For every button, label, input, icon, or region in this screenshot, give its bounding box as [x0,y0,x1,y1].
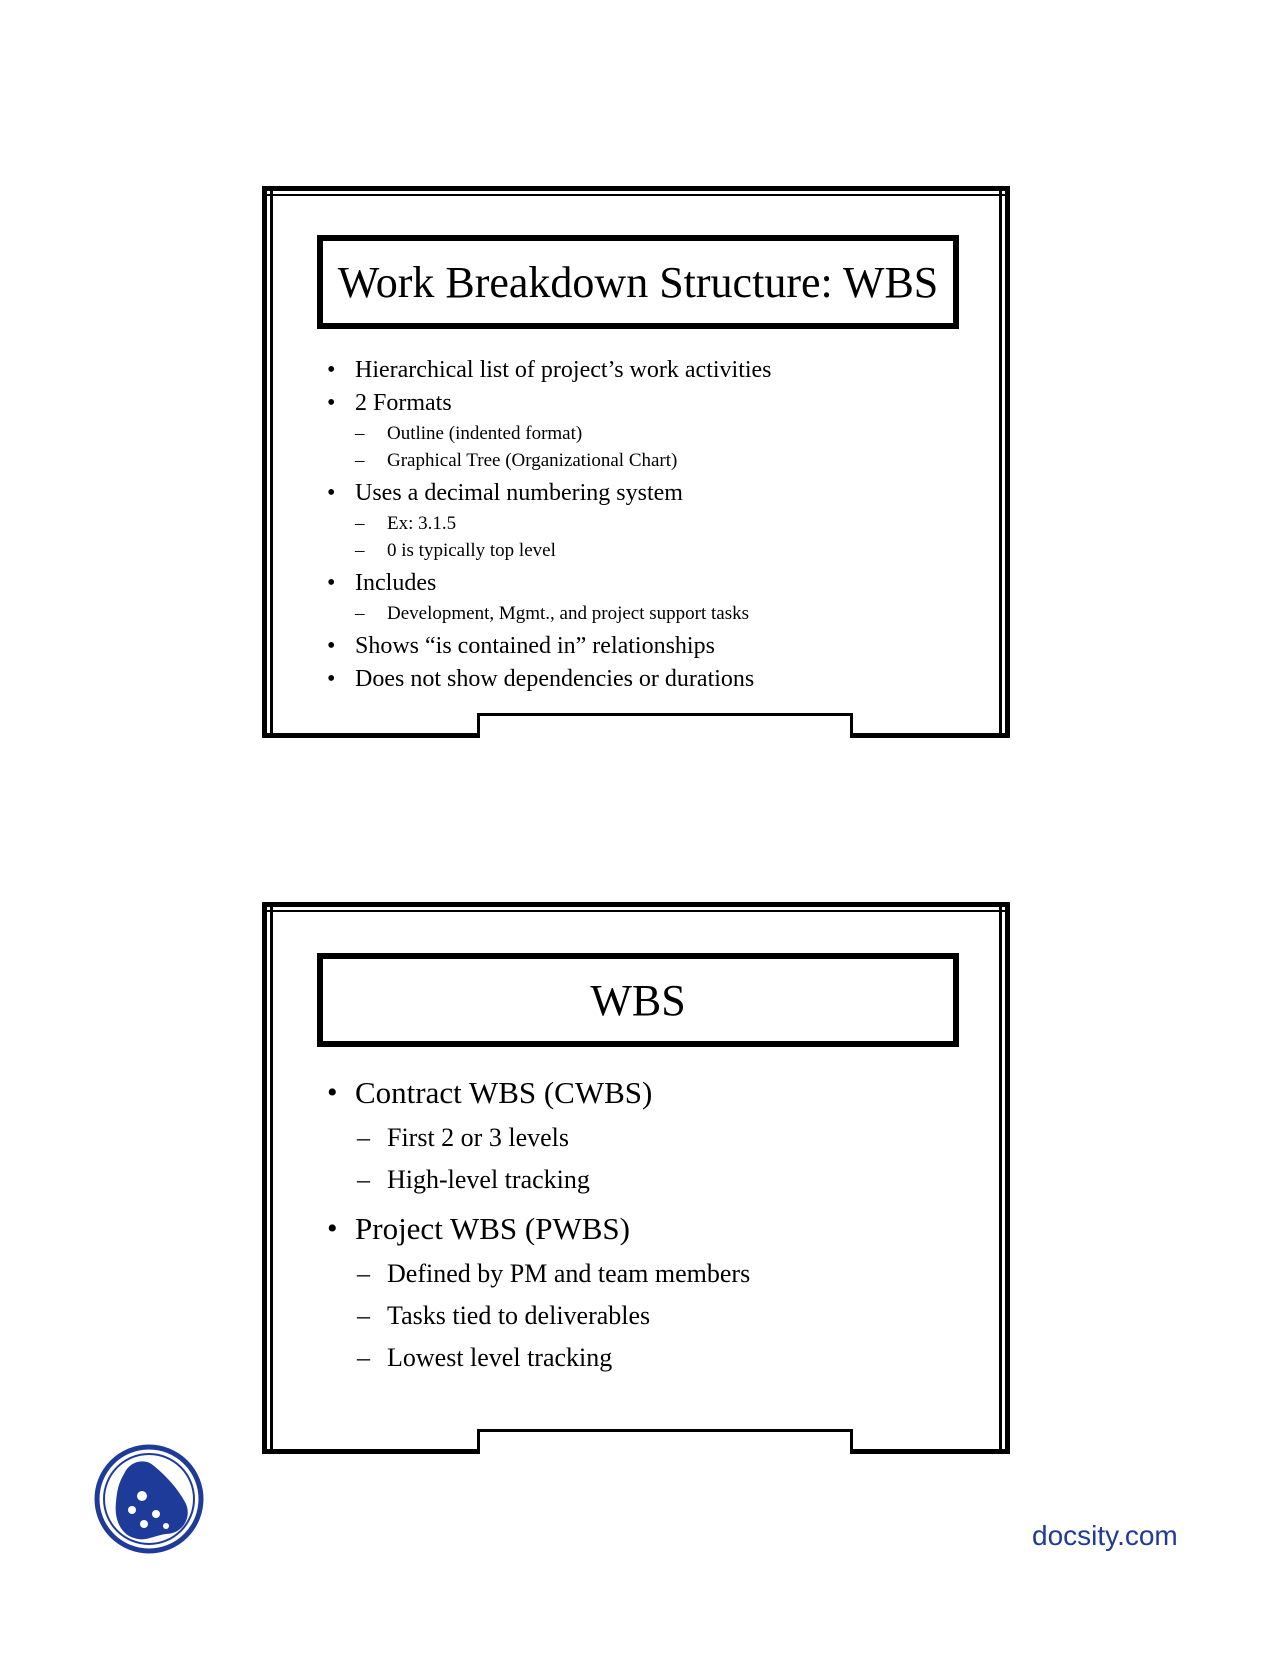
sub-text: Defined by PM and team members [387,1259,751,1288]
docsity-logo-icon[interactable] [94,1444,204,1554]
bullet-item [323,477,985,510]
bullet-item [323,567,985,600]
bullet-text: Project WBS (PWBS) [355,1211,630,1246]
sub-text: High-level tracking [387,1165,590,1194]
bullet-text: Hierarchical list of project’s work activities [355,357,772,383]
bullet-text: Shows “is contained in” relationships [355,633,715,659]
dash-mark: – [357,1301,370,1330]
dash-mark: – [355,423,365,444]
sub-text: Ex: 3.1.5 [387,513,457,534]
sub-list [323,1253,985,1379]
bullet-item [323,1205,985,1253]
dash-mark: – [357,1123,370,1152]
bullet-text: Uses a decimal numbering system [355,480,683,506]
sub-text: Development, Mgmt., and project support tasks [387,603,749,624]
dash-mark: – [355,603,365,624]
bullet-text: Does not show dependencies or durations [355,666,755,692]
bullet-item [323,354,985,387]
slide-2-title: WBS [590,975,686,1025]
dash-mark: – [357,1165,370,1194]
bullet-item [323,663,985,696]
slide-2 [262,902,1010,1454]
slide-1-bullets [323,354,985,696]
bullet-text: 2 Formats [355,390,452,416]
bullet-mark: • [327,633,336,659]
dash-mark: – [357,1343,370,1372]
slide-1-title: Work Breakdown Structure: WBS [337,257,939,307]
slide-1-bottom-tab [477,713,853,738]
sub-item [323,1159,985,1201]
dash-mark: – [355,540,365,561]
bullet-mark: • [327,1212,338,1245]
sub-item [323,447,985,474]
sub-text: Graphical Tree (Organizational Chart) [387,450,678,471]
sub-text: Lowest level tracking [387,1343,613,1372]
sub-item [323,1117,985,1159]
slide-2-bottom-tab [477,1429,853,1454]
dash-mark: – [355,513,365,534]
sub-list [323,1117,985,1201]
sub-list [323,420,985,474]
bullet-text: Includes [355,570,437,596]
dash-mark: – [355,450,365,471]
sub-item [323,420,985,447]
sub-text: Tasks tied to deliverables [387,1301,651,1330]
slide-1 [262,186,1010,738]
bullet-mark: • [327,570,336,596]
bullet-item [323,1069,985,1117]
bullet-item [323,387,985,420]
docsity-link[interactable]: docsity.com [1032,1520,1178,1551]
sub-text: 0 is typically top level [387,540,556,561]
bullet-mark: • [327,390,336,416]
sub-item [323,1337,985,1379]
sub-item [323,1253,985,1295]
bullet-mark: • [327,666,336,692]
sub-list [323,510,985,564]
bullet-text: Contract WBS (CWBS) [355,1075,653,1110]
sub-item [323,510,985,537]
sub-item [323,537,985,564]
bullet-mark: • [327,480,336,506]
bullet-mark: • [327,1076,338,1109]
dash-mark: – [357,1259,370,1288]
slide-2-title-box [317,953,959,1047]
sub-text: First 2 or 3 levels [387,1123,569,1152]
sub-list [323,600,985,627]
sub-text: Outline (indented format) [387,423,583,444]
bullet-mark: • [327,357,336,383]
slide-2-bullets [323,1069,985,1383]
sub-item [323,1295,985,1337]
slide-1-title-box [317,235,959,329]
bullet-item [323,630,985,663]
sub-item [323,600,985,627]
